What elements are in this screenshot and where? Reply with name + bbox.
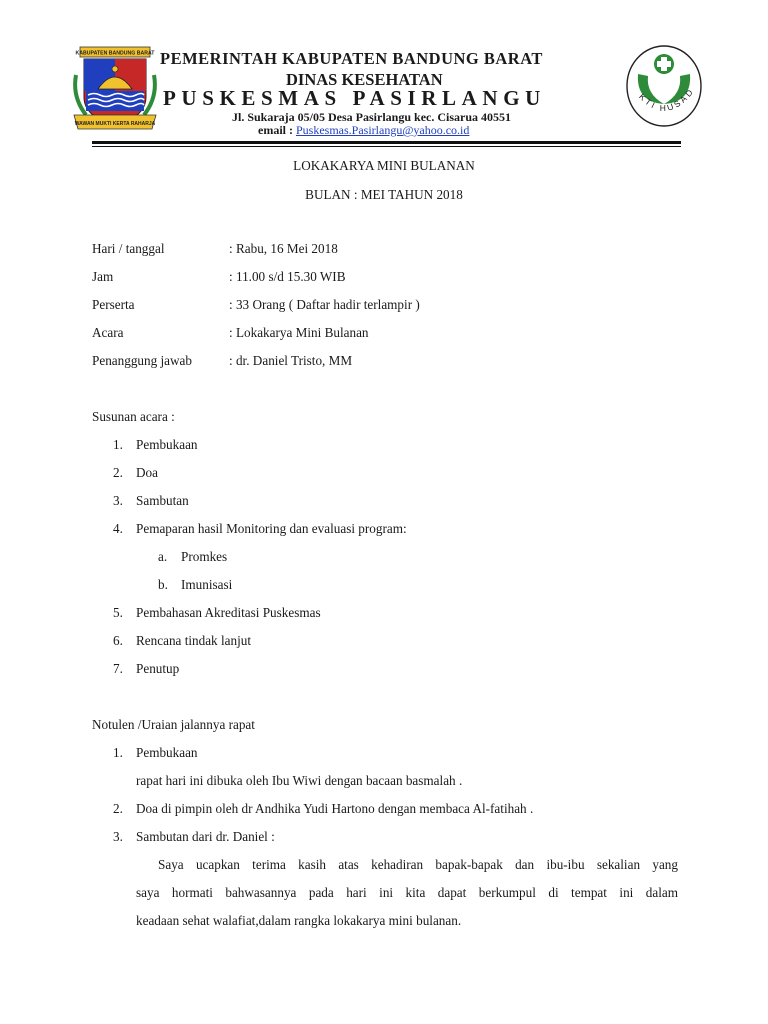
agenda-number: 7. [113, 661, 123, 676]
detail-label: Acara [92, 325, 124, 340]
agenda-number: 4. [113, 521, 123, 536]
detail-value: : 33 Orang ( Daftar hadir terlampir ) [229, 297, 420, 312]
paragraph-line: Saya ucapkan terima kasih atas kehadiran bapak-bapak dan ibu-ibu sekalian yang [158, 857, 678, 872]
paragraph-line: keadaan sehat walafiat,dalam rangka lokakarya mini bulanan. [136, 913, 462, 928]
detail-label: Hari / tanggal [92, 241, 165, 256]
agenda-item: Sambutan [136, 493, 189, 508]
agenda-number: 6. [113, 633, 123, 648]
detail-value: : 11.00 s/d 15.30 WIB [229, 269, 346, 284]
agenda-number: 3. [113, 493, 123, 508]
agenda-subitem: Imunisasi [181, 577, 233, 592]
address-line: Jl. Sukaraja 05/05 Desa Pasirlangu kec. Cisarua 40551 [232, 110, 512, 124]
document-title: LOKAKARYA MINI BULANAN [293, 158, 475, 173]
letterhead-divider-thick [92, 141, 681, 144]
agenda-item: Rencana tindak lanjut [136, 633, 251, 648]
agenda-item: Pembahasan Akreditasi Puskesmas [136, 605, 321, 620]
agenda-item: Pemaparan hasil Monitoring dan evaluasi program: [136, 521, 407, 536]
detail-value: : dr. Daniel Tristo, MM [229, 353, 353, 368]
notes-number: 3. [113, 829, 123, 844]
bakti-husada-logo [624, 44, 704, 128]
email-link[interactable]: Puskesmas.Pasirlangu@yahoo.co.id [296, 123, 470, 137]
logo-right-text: KTI HUSAD [637, 85, 697, 114]
gov-title: PEMERINTAH KABUPATEN BANDUNG BARAT [160, 49, 543, 68]
paragraph-line: saya hormati bahwasannya pada hari ini kita dapat berkumpul di tempat ini dalam [136, 885, 678, 900]
institution-title: PUSKESMAS PASIRLANGU [163, 86, 546, 110]
agenda-number: 5. [113, 605, 123, 620]
notes-number: 1. [113, 745, 123, 760]
agenda-heading: Susunan acara : [92, 409, 175, 424]
email-line [258, 123, 469, 138]
letterhead-divider-thin [92, 146, 681, 147]
agenda-subnumber: b. [158, 577, 168, 592]
agenda-item: Doa [136, 465, 158, 480]
kabupaten-logo [70, 45, 160, 135]
logo-left-top-text: KABUPATEN BANDUNG BARAT [75, 50, 155, 57]
agenda-item: Penutup [136, 661, 180, 676]
agenda-number: 1. [113, 437, 123, 452]
agenda-subnumber: a. [158, 549, 168, 564]
detail-value: : Lokakarya Mini Bulanan [229, 325, 369, 340]
notes-item: Doa di pimpin oleh dr Andhika Yudi Hartono dengan membaca Al-fatihah . [136, 801, 534, 816]
notes-number: 2. [113, 801, 123, 816]
department-title: DINAS KESEHATAN [286, 70, 443, 89]
detail-label: Jam [92, 269, 114, 284]
notes-item: Pembukaan [136, 745, 198, 760]
detail-value: : Rabu, 16 Mei 2018 [229, 241, 338, 256]
notes-item: Sambutan dari dr. Daniel : [136, 829, 275, 844]
agenda-number: 2. [113, 465, 123, 480]
document-subtitle: BULAN : MEI TAHUN 2018 [305, 187, 463, 202]
detail-label: Perserta [92, 297, 135, 312]
detail-label: Penanggung jawab [92, 353, 192, 368]
notes-subtext: rapat hari ini dibuka oleh Ibu Wiwi dengan bacaan basmalah . [136, 773, 463, 788]
agenda-item: Pembukaan [136, 437, 198, 452]
agenda-subitem: Promkes [181, 549, 228, 564]
logo-left-ribbon-text: WAWAN MUKTI KERTA RAHARJA [74, 121, 156, 127]
notes-heading: Notulen /Uraian jalannya rapat [92, 717, 255, 732]
email-label: email : [258, 123, 293, 137]
